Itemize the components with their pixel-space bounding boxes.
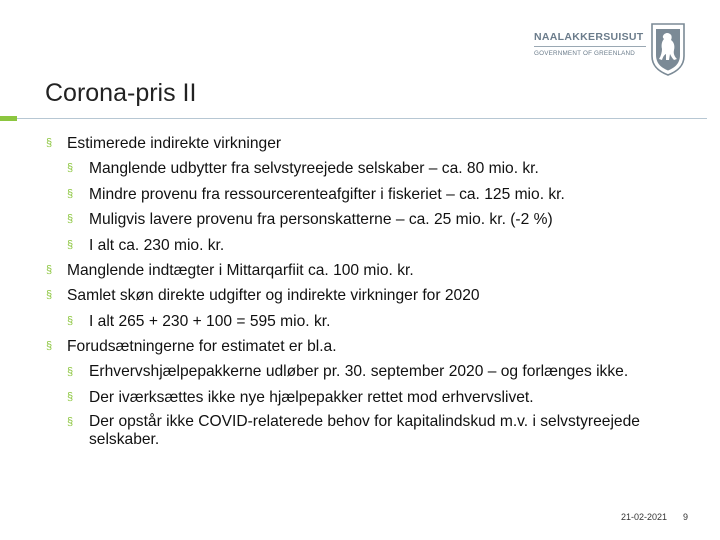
bullet-icon: § bbox=[67, 416, 74, 429]
government-logo bbox=[530, 22, 710, 82]
bullet-list bbox=[45, 131, 705, 453]
slide-title: Corona-pris II bbox=[45, 79, 197, 107]
list-item bbox=[45, 258, 705, 283]
list-item-text: Der opstår ikke COVID-relaterede behov for kapitalindskud m.v. i selvstyreejede selskaber. bbox=[89, 413, 640, 449]
list-item bbox=[45, 410, 705, 453]
list-item-text: Mindre provenu fra ressourcerenteafgifter i fiskeriet – ca. 125 mio. kr. bbox=[89, 185, 565, 203]
list-item bbox=[45, 385, 705, 410]
bullet-icon: § bbox=[67, 365, 74, 378]
logo-subtitle: GOVERNMENT OF GREENLAND bbox=[534, 50, 636, 57]
list-item bbox=[45, 156, 705, 181]
bullet-icon: § bbox=[67, 390, 74, 403]
list-item bbox=[45, 182, 705, 207]
list-item bbox=[45, 131, 705, 156]
list-item bbox=[45, 283, 705, 308]
list-item-text: Estimerede indirekte virkninger bbox=[67, 135, 282, 152]
list-item bbox=[45, 233, 705, 258]
title-divider bbox=[17, 118, 707, 119]
list-item-text: Forudsætningerne for estimatet er bl.a. bbox=[67, 338, 337, 356]
list-item-text: Muligvis lavere provenu fra personskatterne – ca. 25 mio. kr. (-2 %) bbox=[89, 211, 553, 229]
list-item bbox=[45, 207, 705, 232]
bullet-icon: § bbox=[46, 264, 53, 277]
bullet-icon: § bbox=[67, 213, 74, 226]
list-item bbox=[45, 360, 705, 385]
logo-divider bbox=[534, 46, 646, 47]
list-item-text: Manglende indtægter i Mittarqarfiit ca. 100 mio. kr. bbox=[67, 262, 414, 280]
list-item-text: Manglende udbytter fra selvstyreejede selskaber – ca. 80 mio. kr. bbox=[89, 160, 539, 178]
bullet-icon: § bbox=[67, 238, 74, 251]
title-accent-bar bbox=[0, 116, 17, 121]
list-item-text: Erhvervshjælpepakkerne udløber pr. 30. september 2020 – og forlænges ikke. bbox=[89, 362, 629, 380]
footer-date: 21-02-2021 bbox=[621, 512, 668, 522]
bullet-icon: § bbox=[67, 162, 74, 175]
bullet-icon: § bbox=[46, 340, 53, 353]
bullet-icon: § bbox=[67, 314, 74, 327]
list-item-text: I alt ca. 230 mio. kr. bbox=[89, 236, 225, 254]
list-item-text: Der iværksættes ikke nye hjælpepakker rettet mod erhvervslivet. bbox=[89, 388, 534, 406]
bullet-icon: § bbox=[46, 137, 53, 149]
list-item bbox=[45, 309, 705, 334]
bullet-icon: § bbox=[46, 289, 53, 302]
logo-name: NAALAKKERSUISUT bbox=[534, 31, 644, 43]
list-item-text: I alt 265 + 230 + 100 = 595 mio. kr. bbox=[89, 312, 331, 330]
list-item bbox=[45, 334, 705, 359]
page-number: 9 bbox=[683, 512, 689, 522]
list-item-text: Samlet skøn direkte udgifter og indirekte virkninger for 2020 bbox=[67, 287, 480, 305]
greenland-seal-icon bbox=[650, 22, 686, 76]
bullet-icon: § bbox=[67, 187, 74, 200]
